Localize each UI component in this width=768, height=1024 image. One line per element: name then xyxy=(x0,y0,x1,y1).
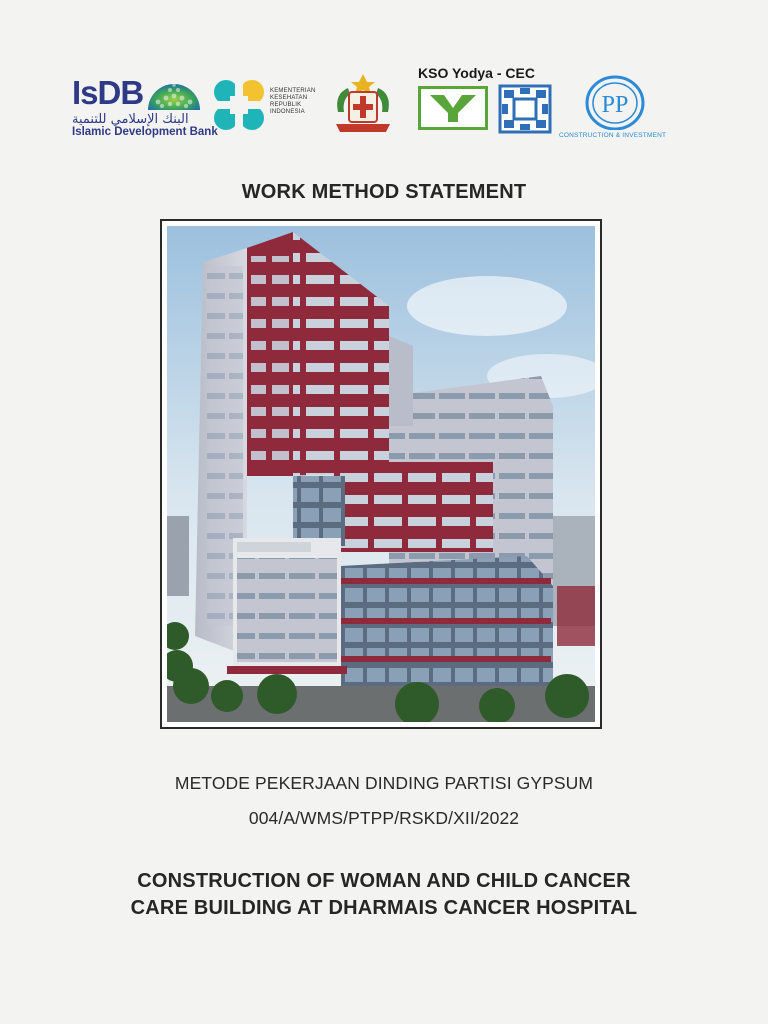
pp-mark-text: PP xyxy=(601,92,629,118)
isdb-logo xyxy=(72,72,218,142)
cec-logo-icon xyxy=(498,84,552,134)
pp-caption: CONSTRUCTION & INVESTMENT xyxy=(559,132,667,139)
isdb-globe-icon xyxy=(146,76,202,112)
document-number: 004/A/WMS/PTPP/RSKD/XII/2022 xyxy=(248,808,520,828)
pp-logo xyxy=(556,74,676,142)
hospital-emblem-icon xyxy=(330,72,396,136)
kso-title: KSO Yodya - CEC xyxy=(418,65,535,81)
building-photo-frame xyxy=(160,219,602,729)
kemenkes-emblem-icon xyxy=(210,76,268,134)
building-rendering-image xyxy=(167,226,595,722)
kemenkes-logo xyxy=(210,76,330,136)
isdb-arabic-name: البنك الإسلامي للتنمية xyxy=(72,112,189,127)
project-title-line-1: CONSTRUCTION OF WOMAN AND CHILD CANCER xyxy=(137,870,631,892)
method-title: METODE PEKERJAAN DINDING PARTISI GYPSUM xyxy=(174,773,594,793)
yodya-logo-icon xyxy=(418,86,488,130)
isdb-english-name: Islamic Development Bank xyxy=(72,126,218,138)
pp-mark-icon xyxy=(556,74,676,130)
document-title: WORK METHOD STATEMENT xyxy=(241,181,527,203)
isdb-wordmark: IsDB xyxy=(72,74,144,111)
project-title-line-2: CARE BUILDING AT DHARMAIS CANCER HOSPITAL xyxy=(130,897,638,919)
kemenkes-name: KEMENTERIAN KESEHATAN REPUBLIK INDONESIA xyxy=(270,88,316,115)
